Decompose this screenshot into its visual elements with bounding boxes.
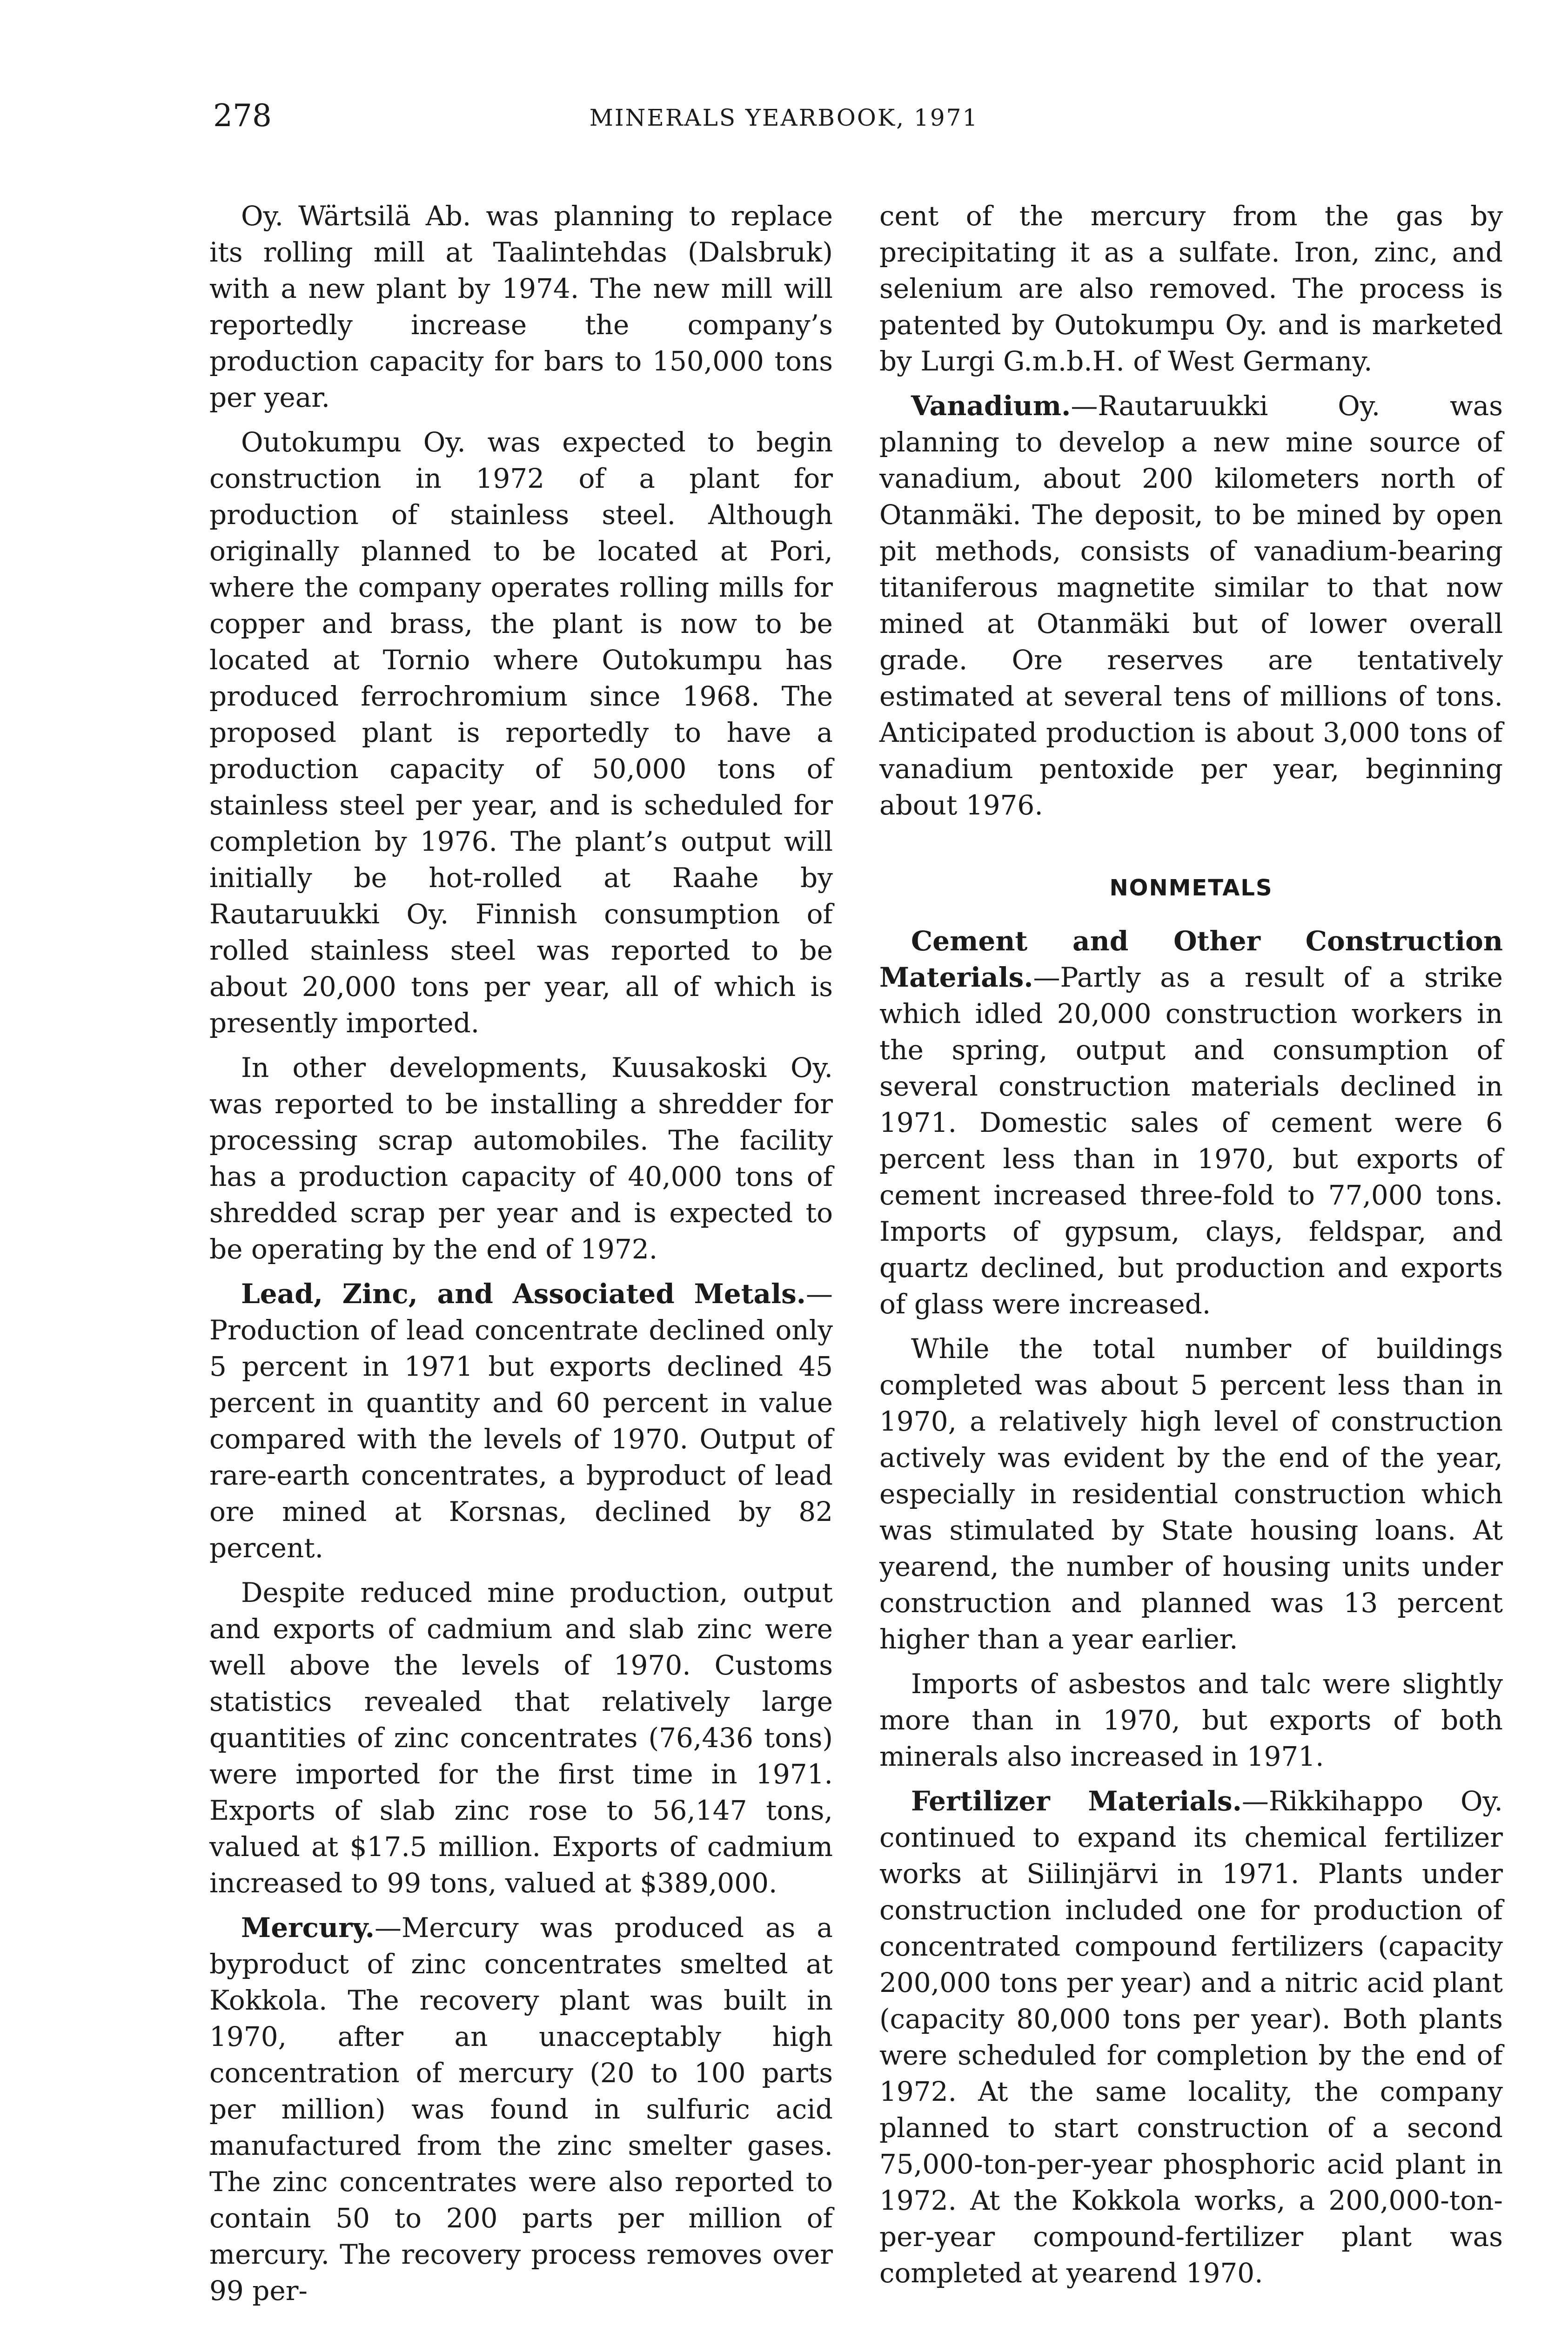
paragraph-cement — [879, 923, 1503, 1322]
paragraph-fertilizer — [879, 1783, 1503, 2291]
paragraph-wartsila: Oy. Wärtsilä Ab. was planning to replace its rolling mill at Taalintehdas (Dalsbruk) with a new plant by 1974. The new mill will reportedly increase the company’s production capacity for bars to 150,000 tons per year. — [209, 200, 833, 413]
paragraph-mercury — [209, 1910, 833, 2309]
mercury-text: —Mercury was produced as a byproduct of zinc concentrates smelted at Kokkola. The recovery plant was built in 1970, after an unacceptably high concentration of mercury (20 to 100 parts per million) was found in sulfuric acid manufactured from the zinc smelter gases. The zinc concentrates were also reported to contain 50 to 200 parts per million of mercury. The recovery process removes over 99 per- — [209, 1912, 833, 2307]
paragraph-vanadium — [879, 388, 1503, 823]
paragraph-mercury-continued: cent of the mercury from the gas by precipitating it as a sulfate. Iron, zinc, and selenium are also removed. The process is patented by Outokumpu Oy. and is marketed by Lurgi G.m.b.H. of West Germany. — [879, 200, 1503, 377]
section-heading-nonmetals: NONMETALS — [1109, 875, 1273, 901]
cement-heading: Cement and Other Construction Materials. — [879, 925, 1503, 993]
lead-zinc-heading: Lead, Zinc, and Associated Metals. — [241, 1278, 806, 1310]
fertilizer-text: —Rikkihappo Oy. continued to expand its chemical fertilizer works at Siilinjärvi in 1971. Plants under construction included one for production of concentrated compound fertilizers (capacity 200,000 tons per year) and a nitric acid plant (capacity 80,000 tons per year). Both plants were scheduled for completion by the end of 1972. At the same locality, the company planned to start construction of a second 75,000-ton-per-year phosphoric acid plant in 1972. At the Kokkola works, a 200,000-ton-per-year compound-fertilizer plant was completed at yearend 1970. — [879, 1785, 1503, 2289]
paragraph-buildings: While the total number of buildings completed was about 5 percent less than in 1970, a relatively high level of construction actively was evident by the end of the year, especially in residential construction which was stimulated by State housing loans. At yearend, the number of housing units under construction and planned was 13 percent higher than a year earlier. — [879, 1333, 1503, 1655]
page-number: 278 — [213, 98, 272, 134]
fertilizer-heading: Fertilizer Materials. — [911, 1785, 1242, 1817]
mercury-heading: Mercury. — [241, 1912, 375, 1944]
left-column — [209, 198, 833, 2317]
lead-zinc-text: —Production of lead concentrate declined only 5 percent in 1971 but exports declined 45 percent in quantity and 60 percent in value compared with the levels of 1970. Output of rare-earth concentrates, a byproduct of lead ore mined at Korsnas, declined by 82 percent. — [209, 1278, 833, 1564]
paragraph-lead-zinc — [209, 1276, 833, 1566]
vanadium-text: —Rautaruukki Oy. was planning to develop a new mine source of vanadium, about 200 kilometers north of Otanmäki. The deposit, to be mined by open pit methods, consists of vanadium-bearing titaniferous magnetite similar to that now mined at Otanmäki but of lower overall grade. Ore reserves are tentatively estimated at several tens of millions of tons. Anticipated production is about 3,000 tons of vanadium pentoxide per year, beginning about 1976. — [879, 390, 1503, 821]
paragraph-kuusakoski: In other developments, Kuusakoski Oy. was reported to be installing a shredder for processing scrap automobiles. The facility has a production capacity of 40,000 tons of shredded scrap per year and is expected to be operating by the end of 1972. — [209, 1052, 833, 1265]
vanadium-heading: Vanadium. — [911, 390, 1071, 422]
paragraph-cadmium-zinc: Despite reduced mine production, output and exports of cadmium and slab zinc were well above the levels of 1970. Customs statistics revealed that relatively large quantities of zinc concentrates (76,436 tons) were imported for the first time in 1971. Exports of slab zinc rose to 56,147 tons, valued at $17.5 million. Exports of cadmium increased to 99 tons, valued at $389,000. — [209, 1577, 833, 1899]
paragraph-asbestos-talc: Imports of asbestos and talc were slightly more than in 1970, but exports of both minerals also increased in 1971. — [879, 1668, 1503, 1772]
right-column — [879, 198, 1503, 2300]
paragraph-outokumpu: Outokumpu Oy. was expected to begin construction in 1972 of a plant for production of stainless steel. Although originally planned to be located at Pori, where the company operates rolling mills for copper and brass, the plant is now to be located at Tornio where Outokumpu has produced ferrochromium since 1968. The proposed plant is reportedly to have a production capacity of 50,000 tons of stainless steel per year, and is scheduled for completion by 1976. The plant’s output will initially be hot-rolled at Raahe by Rautaruukki Oy. Finnish consumption of rolled stainless steel was reported to be about 20,000 tons per year, all of which is presently imported. — [209, 426, 833, 1039]
cement-text: —Partly as a result of a strike which idled 20,000 construction workers in the spring, output and consumption of several construction materials declined in 1971. Domestic sales of cement were 6 percent less than in 1970, but exports of cement increased three-fold to 77,000 tons. Imports of gypsum, clays, feldspar, and quartz declined, but production and exports of glass were increased. — [879, 962, 1503, 1320]
running-title: MINERALS YEARBOOK, 1971 — [589, 104, 979, 131]
